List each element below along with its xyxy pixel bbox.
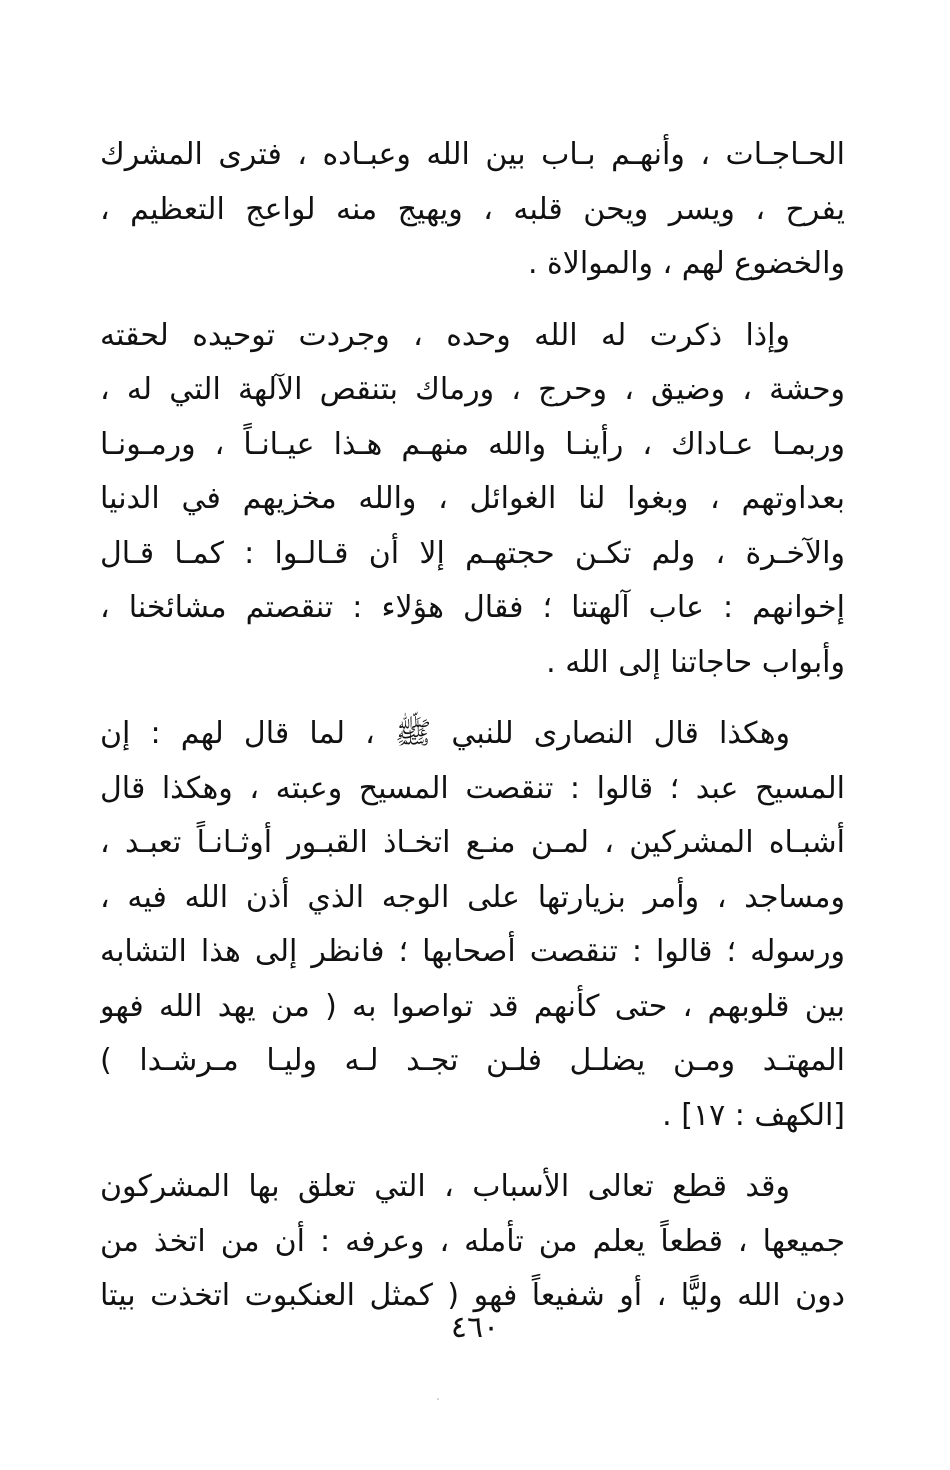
text-line: إخوانهم : عاب آلهتنا ؛ فقال هؤلاء : تنقصتم مشائخنا ، [100,590,845,625]
text-line: وأبواب حاجاتنا إلى الله . [546,644,845,680]
text-line: جميعها ، قطعاً يعلم من تأمله ، وعرفه : أن من اتخذ من [100,1223,845,1259]
text-line: المهتـد ومـن يضلـل فلـن تجـد لـه وليـا مـرشـدا ) [100,1043,845,1078]
text-line: وهكذا قال النصارى للنبي ﷺ ، لما قال لهم : إن [100,716,790,751]
text-line: الحـاجـات ، وأنهـم بـاب بين الله وعبـاده ، فترى المشرك [100,137,845,172]
text-line: وقد قطع تعالى الأسباب ، التي تعلق بها المشركون [100,1169,790,1204]
text-line: يفرح ، ويسر ويحن قلبه ، ويهيج منه لواعج التعظيم ، [100,191,845,227]
text-line: ورسوله ؛ قالوا : تنقصت أصحابها ؛ فانظر إلى هذا التشابه [100,934,845,969]
text-line: والآخـرة ، ولم تكـن حجتهـم إلا أن قـالـوا : كمـا قـال [100,535,845,571]
text-line: والخضوع لهم ، والموالاة . [527,246,845,281]
scan-speck [437,1398,439,1400]
text-line: بعداوتهم ، وبغوا لنا الغوائل ، والله مخزيهم في الدنيا [100,481,845,516]
text-line: وربمـا عـاداك ، رأينـا والله منهـم هـذا عيـانـاً ، ورمـونـا [100,426,845,462]
paragraph-1 [100,128,845,292]
text-line: وحشة ، وضيق ، وحرج ، ورماك بتنقص الآلهة التي له ، [100,372,845,407]
paragraph-3 [100,707,845,1143]
text-line: [الكهف : ١٧] . [662,1097,845,1133]
text-line: أشبـاه المشركين ، لمـن منـع اتخـاذ القبـور أوثـانـاً تعبـد ، [100,825,845,860]
page-number: ٤٦٠ [450,1310,500,1345]
text-line: المسيح عبد ؛ قالوا : تنقصت المسيح وعبته ، وهكذا قال [100,770,845,806]
text-line: بين قلوبهم ، حتى كأنهم قد تواصوا به ( من يهد الله فهو [100,988,845,1024]
paragraph-4 [100,1160,845,1324]
paragraph-2 [100,309,845,691]
text-line: ومساجد ، وأمر بزيارتها على الوجه الذي أذن الله فيه ، [100,879,845,915]
text-line: وإذا ذكرت له الله وحده ، وجردت توحيده لحقته [100,317,790,353]
page-body [100,128,845,1341]
text-line: دون الله وليًّا ، أو شفيعاً فهو ( كمثل العنكبوت اتخذت بيتا [100,1278,845,1313]
